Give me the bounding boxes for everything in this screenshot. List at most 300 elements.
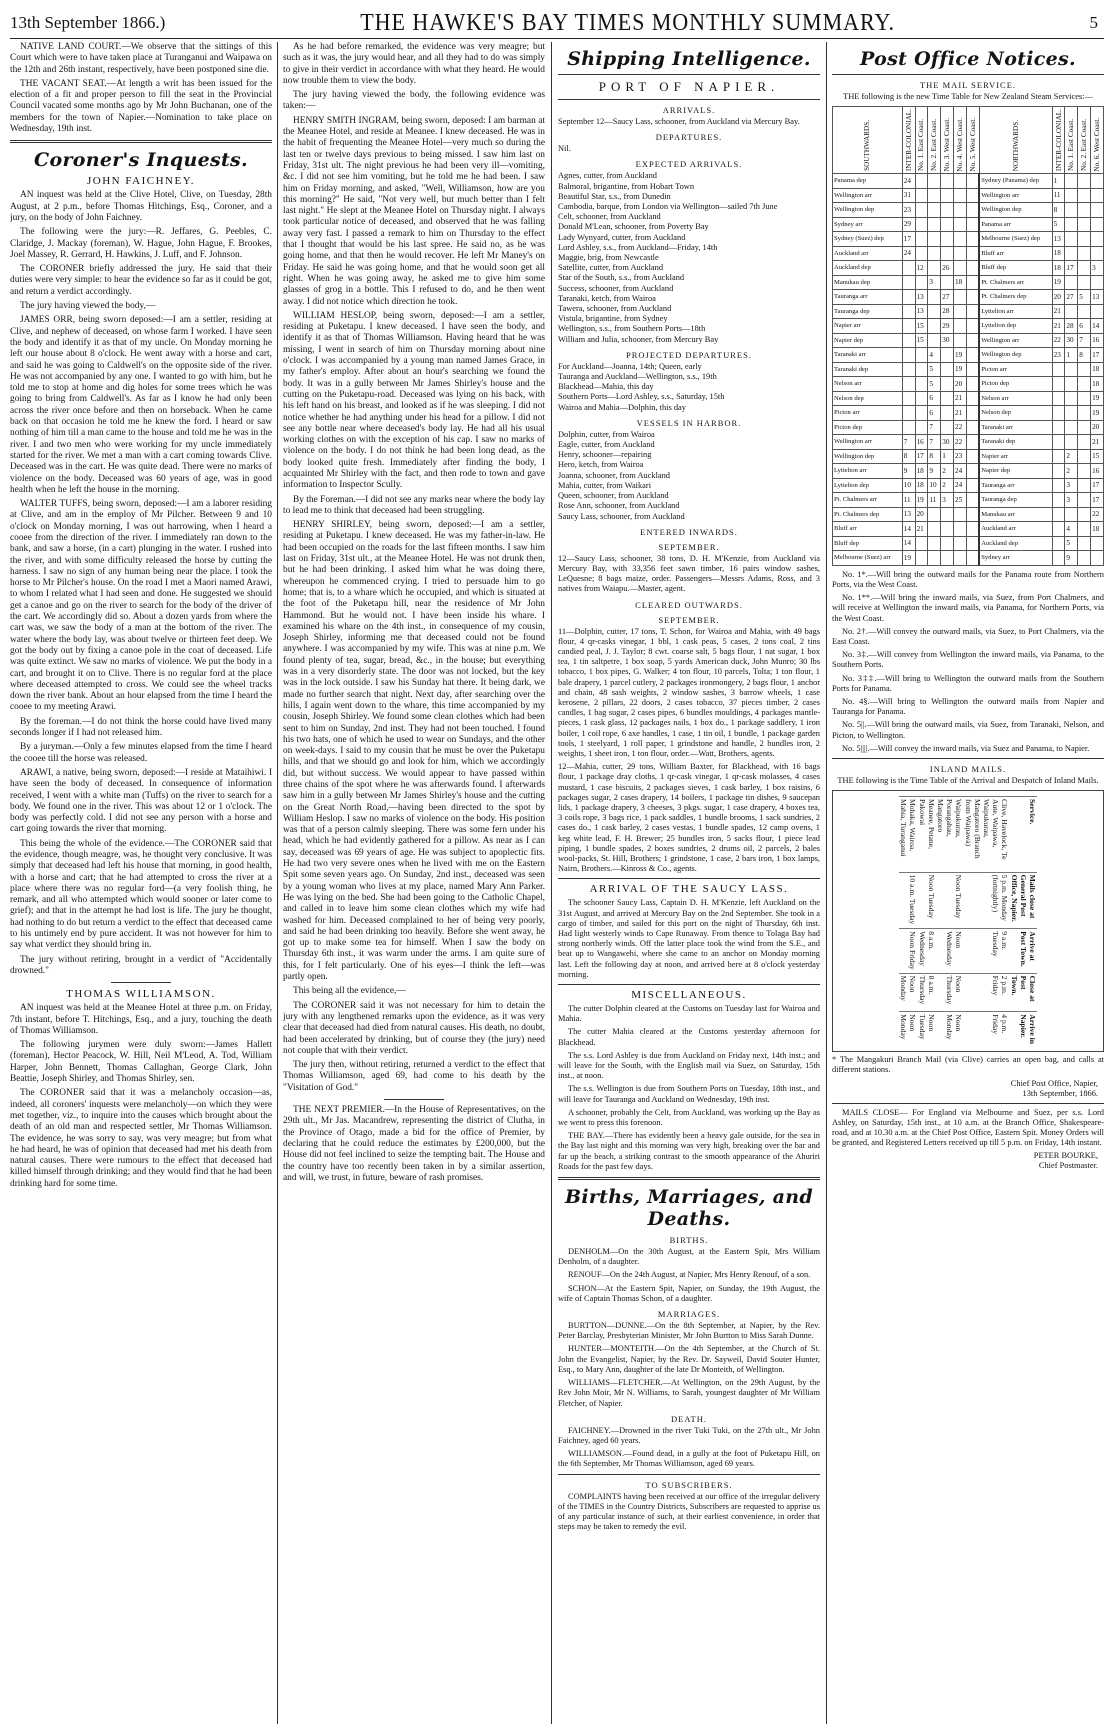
timetable-cell: 15	[915, 333, 928, 348]
timetable-cell: 27	[941, 290, 954, 305]
timetable-note: No. 4§.—Will bring to Wellington the outward mails from Napier and Tauranga for Panama.	[832, 696, 1104, 717]
timetable-cell: 19	[902, 551, 915, 566]
timetable-cell: 11	[902, 493, 915, 508]
timetable-cell: 6	[928, 391, 941, 406]
williamson-inquest	[10, 1003, 272, 1190]
timetable-cell: 8	[902, 449, 915, 464]
timetable-cell: 21	[954, 406, 967, 421]
timetable-cell	[1091, 188, 1104, 203]
timetable-cell: 22	[1091, 507, 1104, 522]
miscellaneous-heading: MISCELLANEOUS.	[631, 989, 747, 1002]
timetable-cell	[941, 406, 954, 421]
vessel-item: Vistula, brigantine, from Sydney	[558, 314, 668, 324]
timetable-cell	[1065, 420, 1078, 435]
timetable-cell	[928, 551, 941, 566]
column-rule	[826, 42, 827, 1724]
timetable-cell	[954, 507, 967, 522]
timetable-cell: Bluff arr	[979, 246, 1052, 261]
timetable-cell	[915, 391, 928, 406]
paragraph: The CORONER briefly addressed the jury. He said that their duties were very simple: to hear the evidence so far as it could be got, and return a verdict accordingly.	[10, 264, 272, 297]
timetable-column-header: No. 3. West Coast.	[941, 107, 954, 174]
timetable-cell: 20	[1052, 290, 1065, 305]
timetable-cell	[966, 174, 979, 189]
vessel-item: Success, schooner, from Auckland	[558, 283, 674, 293]
timetable-cell	[941, 362, 954, 377]
vessel-item: Balmoral, brigantine, from Hobart Town	[558, 181, 695, 191]
timetable-cell: 16	[1091, 464, 1104, 479]
inland-column-header: Arrive in Napier.	[1009, 1012, 1037, 1046]
misc-item: A schooner, probably the Celt, from Auckland, was working up the Bay as we went to press this forenoon.	[558, 1107, 820, 1128]
timetable-cell	[954, 174, 967, 189]
timetable-cell: 22	[954, 420, 967, 435]
timetable-cell: 7	[928, 420, 941, 435]
timetable-cell: 29	[902, 217, 915, 232]
inland-cell: Noon Wednesday	[936, 929, 964, 973]
timetable-cell: Tauranga arr	[979, 478, 1052, 493]
timetable-cell	[966, 348, 979, 363]
timetable-cell	[966, 304, 979, 319]
timetable-cell: Picton arr	[979, 362, 1052, 377]
timetable-cell	[1078, 435, 1091, 450]
arrivals-heading: ARRIVALS.	[662, 105, 716, 115]
timetable-cell: 5	[1065, 536, 1078, 551]
timetable-cell: 3	[1065, 493, 1078, 508]
timetable-cell	[1078, 174, 1091, 189]
miscellaneous-list	[558, 1004, 820, 1172]
chief-post-office-line: Chief Post Office, Napier,	[1010, 1078, 1098, 1088]
timetable-cell: Panama dep	[833, 174, 903, 189]
timetable-cell	[1078, 420, 1091, 435]
vessels-in-harbor-heading: VESSELS IN HARBOR.	[636, 417, 742, 428]
timetable-cell: Wellington dep	[979, 203, 1052, 218]
death-notice: FAICHNEY.—Drowned in the river Tuki Tuki, on the 27th ult., Mr John Faichney, aged 60 years.	[558, 1425, 820, 1445]
misc-item: The s.s. Lord Ashley is due from Auckland on Friday next, 14th inst.; and will leave for the South, with the English mail via Suez, on Saturday, 15th inst., at noon.	[558, 1050, 820, 1081]
timetable-cell: 19	[954, 348, 967, 363]
timetable-cell: Wellington dep	[833, 203, 903, 218]
column-2	[283, 42, 545, 1726]
timetable-cell: 30	[941, 333, 954, 348]
timetable-cell	[1091, 246, 1104, 261]
timetable-cell: Lyttelton dep	[833, 478, 903, 493]
vacant-seat-notice: THE VACANT SEAT.—At length a writ has been issued for the election of a fit and proper person to fill the seat in the Provincial Council vacated some months ago by Mr John Buchanan, one of the members for the town of Napier.—Nomination to take place on Wednesday, 19th inst.	[10, 78, 272, 135]
paragraph: The jury having viewed the body,—	[20, 301, 156, 312]
vessel-item: Lord Ashley, s.s., from Auckland—Friday, 14th	[558, 242, 718, 252]
inland-column-header: Arrive at Post Town.	[1009, 929, 1037, 973]
inland-cell: Noon Friday	[899, 929, 917, 973]
paragraph: The jury having viewed the body, the following evidence was taken:—	[283, 90, 545, 112]
timetable-row	[833, 333, 1104, 348]
timetable-cell	[1091, 217, 1104, 232]
departure-item: Southern Ports—Lord Ashley, s.s., Saturday, 15th	[558, 392, 725, 402]
timetable-cell: 13	[1052, 232, 1065, 247]
timetable-row	[833, 362, 1104, 377]
departures-heading: DEPARTURES.	[655, 132, 723, 143]
timetable-cell: Tauranga dep	[833, 304, 903, 319]
inland-column-header: Close at Post Town.	[1009, 973, 1037, 1012]
timetable-cell: 11	[1052, 188, 1065, 203]
timetable-cell	[915, 406, 928, 421]
births-marriages-deaths-heading: Births, Marriages, and Deaths.	[564, 1186, 813, 1231]
timetable-cell	[1078, 246, 1091, 261]
timetable-cell: Wellington arr	[979, 188, 1052, 203]
timetable-note: No. 3‡.—Will convey from Wellington the inward mails, via Panama, to the Southern Ports.	[832, 650, 1104, 670]
timetable-cell	[928, 290, 941, 305]
to-subscribers-text: COMPLAINTS having been received at our office of the irregular delivery of the TIMES in the Country Districts, Subscribers are requested to apprise us of any particular instance of such, at their earliest convenience, in order that steps may be taken to remedy the evil.	[558, 1491, 820, 1532]
timetable-cell: 10	[902, 478, 915, 493]
misc-item: THE BAY.—There has evidently been a heavy gale outside, for the sea in the Bay last night and this morning was very high, breaking over the bar and far up the beach, a striking contrast to the smooth appearance of the Ahuriri Roads for the past few days.	[558, 1131, 820, 1171]
timetable-cell	[966, 507, 979, 522]
timetable-cell	[941, 377, 954, 392]
timetable-cell: 19	[954, 362, 967, 377]
timetable-cell	[928, 304, 941, 319]
williamson-inquest-continued	[283, 42, 545, 1094]
timetable-cell	[941, 420, 954, 435]
marriage-notice: BURTTON—DUNNE.—On the 8th September, at Napier, by the Rev. Peter Barclay, Presbyterian Minister, Mr John Burtton to Miss Sarah Dunne.	[558, 1321, 820, 1341]
timetable-cell: 14	[902, 536, 915, 551]
timetable-cell	[902, 290, 915, 305]
timetable-cell	[966, 493, 979, 508]
cleared-outwards-list	[558, 627, 820, 875]
timetable-cell: 23	[902, 203, 915, 218]
paragraph: By the Foreman.—I did not see any marks near where the body lay to lead me to think that deceased had been struggling.	[283, 494, 545, 516]
timetable-cell: 18	[915, 478, 928, 493]
timetable-cell: 18	[954, 275, 967, 290]
timetable-row	[833, 319, 1104, 334]
timetable-cell: Wellington arr	[979, 333, 1052, 348]
timetable-cell: 7	[902, 435, 915, 450]
timetable-cell	[954, 333, 967, 348]
timetable-cell: 18	[1091, 377, 1104, 392]
timetable-cell	[966, 435, 979, 450]
column-3	[558, 42, 820, 1726]
timetable-cell	[1065, 217, 1078, 232]
timetable-note: No. 5||||.—Will convey the inward mails, via Suez and Panama, to Napier.	[842, 743, 1090, 753]
timetable-cell	[928, 261, 941, 276]
timetable-cell: 9	[928, 464, 941, 479]
timetable-cell: 22	[954, 435, 967, 450]
timetable-notes	[832, 570, 1104, 754]
vessel-item: Taranaki, ketch, from Wairoa	[558, 293, 656, 303]
paragraph: The following jurymen were duly sworn:—James Hallett (foreman), Hector Peacock, W. Hill, Neil M'Leod, A. Tod, William Harper, John Bennett, Thomas Callaghan, George Clark, John Beattie, Joseph Shirley, and Thomas Shirley, sen.	[10, 1040, 272, 1085]
timetable-cell: Picton dep	[979, 377, 1052, 392]
timetable-cell	[1052, 449, 1065, 464]
vessel-item: Tawera, schooner, from Auckland	[558, 304, 672, 314]
timetable-row	[833, 232, 1104, 247]
timetable-cell	[966, 420, 979, 435]
vessel-item: Beautiful Star, s.s., from Dunedin	[558, 191, 671, 201]
timetable-column-header: No. 6. West Coast.	[1091, 107, 1104, 174]
timetable-note: No. 3‡‡.—Will bring to Wellington the outward mails from the Southern Ports for Panama.	[832, 673, 1104, 693]
timetable-cell	[915, 348, 928, 363]
timetable-cell: 17	[902, 232, 915, 247]
timetable-row	[833, 507, 1104, 522]
timetable-cell	[941, 174, 954, 189]
timetable-cell	[928, 217, 941, 232]
timetable-row	[833, 275, 1104, 290]
timetable-cell: 24	[902, 174, 915, 189]
timetable-row	[833, 217, 1104, 232]
timetable-cell: 5	[928, 362, 941, 377]
timetable-cell	[966, 188, 979, 203]
timetable-cell: Lyttelton arr	[979, 304, 1052, 319]
cleared-outwards-heading: CLEARED OUTWARDS.	[635, 599, 743, 610]
timetable-cell	[966, 551, 979, 566]
timetable-cell	[1065, 246, 1078, 261]
inland-cell: Noon Monday	[936, 1012, 964, 1046]
timetable-row	[833, 188, 1104, 203]
williamson-heading: THOMAS WILLIAMSON.	[66, 988, 216, 1001]
vessel-item: Satellite, cutter, from Auckland	[558, 263, 664, 273]
timetable-cell	[966, 217, 979, 232]
timetable-cell: 3	[1091, 261, 1104, 276]
timetable-cell: 6	[1078, 319, 1091, 334]
timetable-cell	[1052, 551, 1065, 566]
column-1	[10, 42, 272, 1726]
vessel-item: William and Julia, schooner, from Mercury Bay	[558, 334, 719, 344]
timetable-column-header: No. 5. West Coast.	[966, 107, 979, 174]
timetable-cell: Napier arr	[833, 319, 903, 334]
next-premier-notice: THE NEXT PREMIER.—In the House of Representatives, on the 29th ult., Mr Jas. Macandrew, representing the district of Clutha, in the Province of Otago, made a bid for the office of Premier, by declaring that he could reduce the estimates by £200,000, but the House did not feel inclined to seize the tempting bait. The House and the country have too recently been taken in by a similar assertion, and will, we trust, in future, beware of rash promises.	[283, 1105, 545, 1183]
timetable-cell: 5	[1052, 217, 1065, 232]
departure-item: Blackhead—Mahia, this day	[558, 382, 654, 392]
vessel-item: Joanna, schooner, from Auckland	[558, 470, 670, 480]
paragraph: WALTER TUFFS, being sworn, deposed:—I am a laborer residing at Clive, and am in the employ of Mr Pilcher. Between 9 and 10 o'clock on Monday morning, I was out harrowing, when I heard a cooee from the direction of the river. I immediately ran down to the bank, and saw a horse, (in a cart) plunging in the water. I rushed into the river, and with some difficulty released the horse by cutting the harness. I saw no sign of any human being near the place. I took the horse to Mr Pilcher's house. On the road I met a Maori named Arawi, to whom I related what I had seen and done. He suggested we should get a canoe and go on the river to search for the body of the driver of the cart. We accordingly did so. About a dozen yards from where the cart was, we saw the body of a man at the bottom of the river. The water where the body lay, was about twelve or thirteen feet deep. We got the body out by fixing a canoe pole in the coat of deceased. Life was quite extinct. We saw no marks of violence. We put the body in a cart, and brought it on to Clive. There is no regular ford at the place where deceased attempted to cross. We could see the wheel tracks down the river bank. About an hour elapsed from the time I heard the cooee to my meeting Arawi.	[10, 499, 272, 713]
timetable-cell: Sydney (Suez) dep	[833, 232, 903, 247]
timetable-cell: Auckland dep	[833, 261, 903, 276]
timetable-cell: Taranaki dep	[979, 435, 1052, 450]
timetable-note: No. 2†.—Will convey the outward mails, via Suez, to Port Chalmers, via the East Coast.	[832, 626, 1104, 646]
timetable-cell: 13	[1091, 290, 1104, 305]
misc-item: The s.s. Wellington is due from Southern Ports on Tuesday, 18th inst., and will leave for Tauranga and Auckland on Wednesday, 19th inst.	[558, 1084, 820, 1104]
timetable-column-header: No. 1. East Coast.	[915, 107, 928, 174]
saucy-lass-text: The schooner Saucy Lass, Captain D. H. M'Kenzie, left Auckland on the 31st August, and arrived at Mercury Bay on the 2nd September. She took in a cargo of timber, and sailed for this port on the night of Thursday, 6th inst. Had light westerly winds to Cape Runaway. From thence to Tolaga Bay had strong northerly winds. Off the latter place took the wind from the S.E., and beat up to Wangawehi, where she came to an anchor on Monday morning last. Left the following day at noon, and arrived here at 8 o'clock yesterday morning.	[558, 898, 820, 979]
timetable-cell: 15	[915, 319, 928, 334]
departures-text: Nil.	[558, 144, 571, 154]
timetable-cell: 13	[915, 290, 928, 305]
timetable-cell: 25	[954, 493, 967, 508]
timetable-cell	[1078, 275, 1091, 290]
inland-cell: Clive, Havelock, Te Aute, Waipawa, Waipukurau, Mangatoro (Branch from Waipawa)	[963, 797, 1009, 873]
clearance-entry: 12—Mahia, cutter, 29 tons, William Baxter, for Blackhead, with 16 bags flour, 1 package dray cloths, 1 qr-cask vinegar, 1 qr-cask molasses, 4 cases mustard, 1 case biscuits, 2 packages sieves, 1 cask barley, 1 box raisins, 6 packages sugar, 2 cases drapery, 14 boilers, 1 package tin dishes, 9 saucepan lids, 1 package drapery, 3 cheeses, 3 pkgs. sugar, 1 case drapery, 4 boxes tea, 3 coils rope, 3 bags rice, 1 pack saddles, 1 bundle brooms, 1 sack sundries, 2 cases do., 1 cask barley, 2 cases vestas, 1 bundle spades, 12 camp ovens, 1 keg white lead, F. H. Brewer; 25 bundles iron, 5 sacks flour, 1 piece lead piping, 1 bundle spades, 2 boxes sundries, 2 drums oil, 2 parcels, 2 bales wool-packs, St. Hill, Brothers; 1 grindstone, 1 case, 2 bars iron, 1 box lamps, Nairn, Brothers.—Kinross & Co., agents.	[558, 762, 820, 874]
expected-arrivals-heading: EXPECTED ARRIVALS.	[635, 159, 743, 170]
timetable-cell: 21	[1052, 304, 1065, 319]
timetable-cell	[1078, 391, 1091, 406]
saucy-lass-heading: ARRIVAL OF THE SAUCY LASS.	[589, 883, 789, 896]
inland-cell: 8 a.m. Thursday	[917, 973, 935, 1012]
timetable-row	[833, 493, 1104, 508]
timetable-row	[833, 304, 1104, 319]
paragraph: AN inquest was held at the Clive Hotel, Clive, on Tuesday, 28th August, at 2 p.m., before Thomas Hitchings, Esq., Coroner, and a jury, on the body of John Faichney.	[10, 190, 272, 223]
timetable-cell	[1065, 275, 1078, 290]
timetable-cell	[1091, 203, 1104, 218]
timetable-cell: 15	[1091, 449, 1104, 464]
paragraph: ARAWI, a native, being sworn, deposed:—I reside at Mataihiwi. I have seen the body of deceased. In consequence of information received, I went with a white man (Tuffs) on the river to search for a body. We found one in the river. This was about 12 or 1 o'clock. The body was perfectly cold. I did not see any person with a horse and cart going towards the river that morning.	[10, 767, 272, 835]
timetable-row	[833, 522, 1104, 537]
timetable-cell	[966, 261, 979, 276]
timetable-column-header: No. 2. East Coast.	[1078, 107, 1091, 174]
timetable-cell	[1065, 435, 1078, 450]
timetable-cell: Sydney (Panama) dep	[979, 174, 1052, 189]
births-heading: BIRTHS.	[669, 1235, 709, 1246]
timetable-cell: Taranaki arr	[833, 348, 903, 363]
marriages-list	[558, 1321, 820, 1409]
timetable-cell	[915, 246, 928, 261]
timetable-cell: 13	[915, 304, 928, 319]
timetable-cell	[915, 377, 928, 392]
timetable-cell	[954, 188, 967, 203]
timetable-cell: Panama arr	[979, 217, 1052, 232]
timetable-cell: 14	[902, 522, 915, 537]
timetable-cell	[928, 507, 941, 522]
post-office-notices-heading: Post Office Notices.	[860, 48, 1076, 70]
timetable-cell	[966, 449, 979, 464]
timetable-cell: 2	[1065, 464, 1078, 479]
timetable-cell	[954, 522, 967, 537]
vessel-item: Agnes, cutter, from Auckland	[558, 171, 657, 181]
timetable-row	[833, 551, 1104, 566]
timetable-cell: 21	[954, 391, 967, 406]
timetable-cell: 9	[1065, 551, 1078, 566]
timetable-cell: 24	[954, 464, 967, 479]
timetable-cell: 8	[928, 449, 941, 464]
inland-cell: 8 a.m. Wednesday	[917, 929, 935, 973]
paragraph: By a juryman.—Only a few minutes elapsed from the time I heard the cooee till the horse was released.	[10, 742, 272, 764]
timetable-cell: 24	[902, 246, 915, 261]
timetable-cell	[902, 362, 915, 377]
inland-row	[936, 797, 964, 1047]
timetable-cell: 20	[1091, 420, 1104, 435]
timetable-row	[833, 246, 1104, 261]
inland-cell: Noon Tuesday	[917, 1012, 935, 1046]
departure-item: Wairoa and Mahia—Dolphin, this day	[558, 402, 686, 412]
timetable-cell: Manukau arr	[979, 507, 1052, 522]
timetable-cell	[902, 377, 915, 392]
timetable-cell: 21	[1091, 435, 1104, 450]
timetable-cell	[1091, 232, 1104, 247]
timetable-cell	[1052, 435, 1065, 450]
timetable-cell	[915, 174, 928, 189]
timetable-cell: 2	[941, 464, 954, 479]
timetable-cell	[941, 246, 954, 261]
timetable-cell: 8	[1052, 203, 1065, 218]
timetable-cell	[915, 275, 928, 290]
timetable-cell: Tauranga dep	[979, 493, 1052, 508]
inland-cell: 2 p.m. Friday	[963, 973, 1009, 1012]
timetable-cell: 10	[928, 478, 941, 493]
timetable-cell	[1091, 551, 1104, 566]
timetable-row	[833, 348, 1104, 363]
timetable-cell	[966, 464, 979, 479]
coroners-inquests-heading: Coroner's Inquests.	[34, 149, 248, 172]
timetable-cell	[966, 522, 979, 537]
timetable-cell: 2	[941, 478, 954, 493]
timetable-cell: 18	[1091, 522, 1104, 537]
paragraph: This being the whole of the evidence.—The CORONER said that the evidence, though meagre, was, he thought very conclusive. It was simply that deceased had left his house that morning, in good health, with a horse and cart; that he had attempted to cross the river at a place where there was no regular ford—(a very foolish thing, he remark, and all who attempted which would sooner or later come to grief); and that in the attempt he had lost is life. The jury he thought, had nothing to do but return a verdict to the effect that deceased came to his untimely end by pure accident. It was not however for him to say what verdict they should bring in.	[10, 838, 272, 951]
timetable-cell	[941, 536, 954, 551]
inland-row	[899, 797, 917, 1047]
timetable-cell: 21	[1052, 319, 1065, 334]
timetable-cell	[1091, 536, 1104, 551]
timetable-column-header: No. 1. East Coast.	[1065, 107, 1078, 174]
timetable-cell	[966, 536, 979, 551]
death-notice: WILLIAMSON.—Found dead, in a gully at the foot of Puketapu Hill, on the 6th September, Mr Thomas Williamson, aged 69 years.	[558, 1449, 820, 1469]
inland-cell: 10 a.m. Tuesday	[899, 872, 917, 929]
timetable-cell	[1091, 174, 1104, 189]
timetable-cell	[954, 261, 967, 276]
timetable-cell	[902, 391, 915, 406]
timetable-cell	[954, 203, 967, 218]
timetable-cell: 4	[1065, 522, 1078, 537]
timetable-note: No. 1**.—Will bring the inward mails, via Suez, from Port Chalmers, and will receive at Wellington the inward mails, via Panama, for Northern Ports, via the West Coast.	[832, 593, 1104, 623]
timetable-note: No. 1*.—Will bring the outward mails for the Panama route from Northern Ports, via the West Coast.	[832, 569, 1104, 589]
inland-column-header: Service.	[1009, 797, 1037, 873]
timetable-cell: Pt. Chalmers arr	[833, 493, 903, 508]
timetable-row	[833, 478, 1104, 493]
timetable-row	[833, 420, 1104, 435]
marriage-notice: WILLIAMS—FLETCHER.—At Wellington, on the 29th August, by the Rev John Moir, Mr N. Williams, to Sarah, youngest daughter of Mr William Fletcher, of Napier.	[558, 1378, 820, 1408]
issue-date: 13th September 1866.)	[10, 13, 166, 32]
timetable-cell: Nelson dep	[979, 406, 1052, 421]
paragraph: The CORONER said that it was a melancholy occasion—as, indeed, all coroners' inquests were melancholy—on which they were met together, viz., to inquire into the causes which brought about the death of an old man and respected settler, Mr Thomas Williamson. The evidence, he was sorry to say, was very meagre; but from what he had heard, he was of opinion that deceased had met his death from natural causes. There were rumours to the effect that deceased had killed himself through drinking; and they would find that he had been drinking hard for some time.	[10, 1088, 272, 1189]
timetable-cell	[941, 391, 954, 406]
paragraph: HENRY SHIRLEY, being sworn, deposed:—I am a settler, residing at Puketapu. I knew deceased. He was my father-in-law. He had been occupied on the roads for the last fifteen months. I saw him last on Friday, 31st ult., at the Meanee Hotel. He was not drunk then, but he had been drinking. I asked him what he was doing there, whereupon he commenced crying. I tried to persuade him to go home; that is, to a whare which he occupied, and which is situated at the foot of the Puketapu hill, near the residence of Mr John Hammond. But he would not. I have been inside his whare. I examined his whare on the 4th inst., in consequence of my cousin, Joseph Shirley, informing me that deceased could not be found anywhere. I was accompanied by my wife. This was at nine p.m. We found plenty of tea, sugar, bread, &c., in the house; but everything was in a very disorderly state. The door was not locked, but the key was in the lock outside. I saw his Sunday hat there. It being dark, we made no further search that night. Next day, after searching over the hills, I again went down to the whare, this time accompanied by my cousin, Joseph Shirley. We found some clean clothes which had been sent to him on Sunday, 2nd inst. They had not been touched. I found his two hats, one of which he used to wear on Sundays, and the other on week-days. I said to my cousin that he must be over the Puketapu hills, and that we should go and look for him, which we accordingly did, but without success. We would appear to have passed within three chains of the spot where he was afterwards found. I afterwards saw him in a gully between Mr James Shirley's house and the cutting on the Great North Road,—having been directed to the spot by William Heslop. I saw no marks of violence on the body. His position was that of a person calmly sleeping. There was some fern under his head, which he had evidently gathered for a pillow. As near as I can say, deceased was 69 years of age. He was subject to apoplectic fits. He had two very severe ones when he lived with me on the Eastern Spit some seven years ago. On Sunday, 2nd inst., deceased was seen by a young woman who lives at my place, named Mary Ann Parker. He was lying on the bed. She had been going to the Catholic Chapel, and called in to leave him some clean clothes which my wife had washed for him. Deceased complained to her of being very poorly, and said he had been drinking too heavily. Before she went away, he got up to make some tea for himself. When I saw the body on Thursday 6th inst., it was warm under the arms. I am quite sure of this, for I felt particularly. One of his eyes—I think the left—was partly open.	[283, 520, 545, 983]
timetable-cell: 28	[1065, 319, 1078, 334]
to-subscribers-heading: TO SUBSCRIBERS.	[645, 1479, 733, 1490]
birth-notice: RENOUF—On the 24th August, at Napier, Mrs Henry Renouf, of a son.	[568, 1270, 811, 1280]
timetable-cell	[954, 217, 967, 232]
timetable-cell	[1078, 261, 1091, 276]
section-divider	[10, 140, 272, 143]
timetable-cell	[928, 203, 941, 218]
misc-item: The cutter Mahia cleared at the Customs yesterday afternoon for Blackhead.	[558, 1027, 820, 1047]
timetable-cell: 11	[928, 493, 941, 508]
timetable-cell	[966, 319, 979, 334]
vessel-item: Star of the South, s.s., from Auckland	[558, 273, 685, 283]
timetable-cell	[1091, 275, 1104, 290]
timetable-cell: 3	[928, 275, 941, 290]
timetable-cell: 17	[1091, 348, 1104, 363]
timetable-cell: 18	[915, 464, 928, 479]
timetable-cell: 30	[1065, 333, 1078, 348]
arrivals-text: September 12—Saucy Lass, schooner, from Auckland via Mercury Bay.	[558, 117, 800, 126]
vessel-item: Hero, ketch, from Wairoa	[558, 460, 644, 470]
timetable-cell	[941, 551, 954, 566]
timetable-cell: Pt. Chalmers arr	[979, 275, 1052, 290]
timetable-cell	[1065, 232, 1078, 247]
timetable-cell: Sydney arr	[833, 217, 903, 232]
timetable-cell: 16	[915, 435, 928, 450]
timetable-cell	[1078, 551, 1091, 566]
timetable-cell: Nelson dep	[833, 391, 903, 406]
timetable-cell	[1065, 507, 1078, 522]
timetable-cell	[941, 217, 954, 232]
inland-footnote: * The Mangakuri Branch Mail (via Clive) carries an open bag, and calls at different stations.	[832, 1055, 1104, 1075]
timetable-cell: 23	[1052, 348, 1065, 363]
column-rule	[277, 42, 278, 1724]
inland-mails-table	[832, 790, 1104, 1052]
timetable-cell: Manukau dep	[833, 275, 903, 290]
timetable-cell: 18	[1091, 362, 1104, 377]
timetable-cell	[1078, 304, 1091, 319]
timetable-cell	[1052, 536, 1065, 551]
timetable-cell	[954, 551, 967, 566]
paragraph: The following were the jury:—R. Jeffares, G. Peebles, C. Claridge, J. Mackay (foreman), W. Hague, John Hague, F. Brookes, Joel Massey, R. Gerrard, H. Hawkins, J. Luff, and F. Johnson.	[10, 227, 272, 260]
marriages-heading: MARRIAGES.	[657, 1309, 721, 1320]
column-rule	[551, 42, 552, 1724]
timetable-cell	[1052, 493, 1065, 508]
divider	[111, 982, 171, 983]
timetable-cell	[1078, 507, 1091, 522]
